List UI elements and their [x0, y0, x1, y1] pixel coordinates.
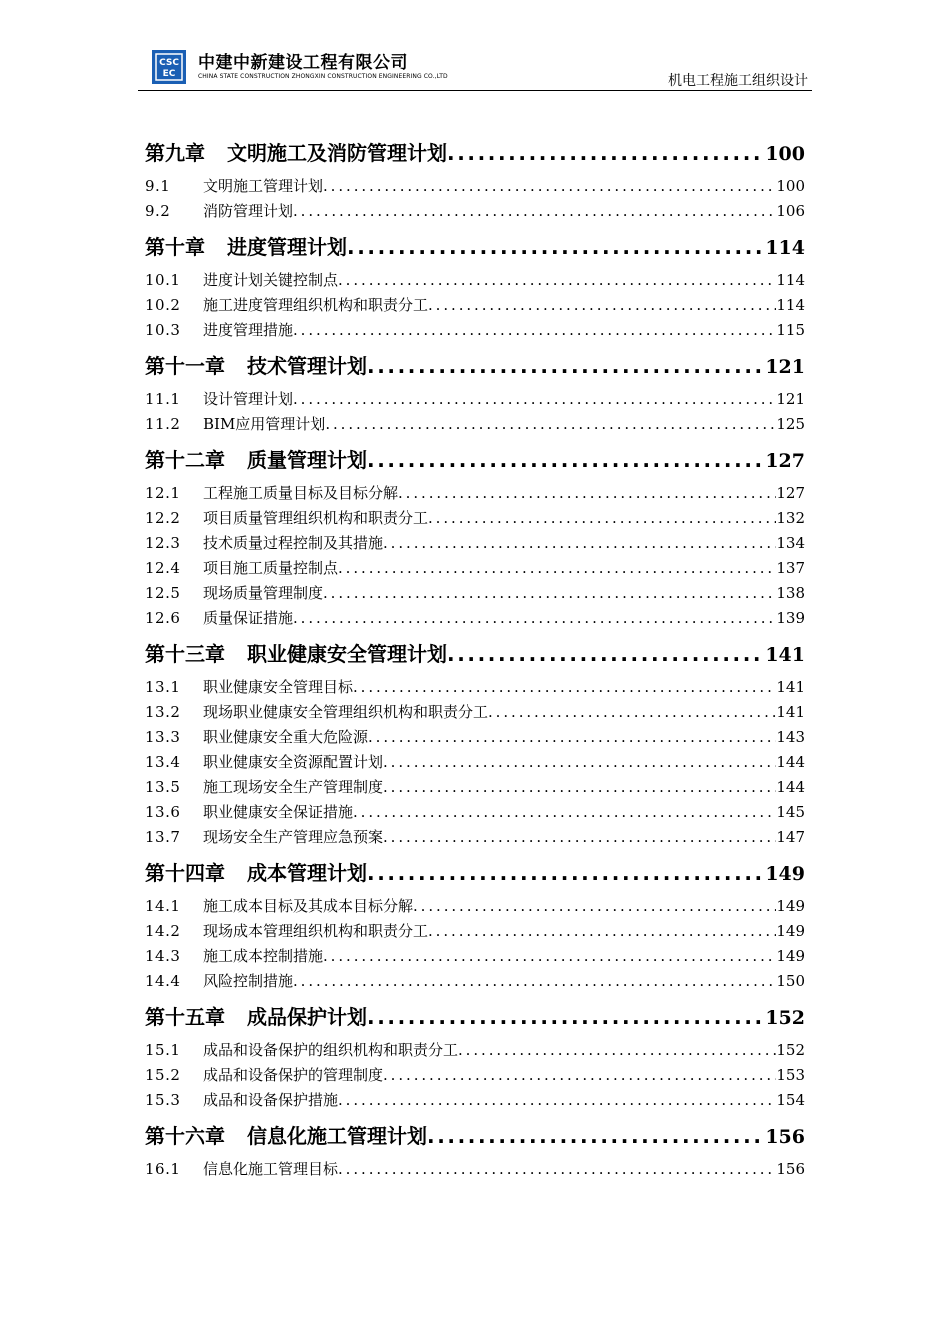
toc-section-entry-leader [323, 944, 776, 969]
toc-chapter-entry-page: 141 [765, 644, 805, 666]
toc-section-entry[interactable] [145, 506, 805, 531]
toc-section-entry-leader [293, 318, 776, 343]
toc-section-entry-title: 消防管理计划 [203, 202, 294, 220]
toc-section-entry-number: 14.1 [145, 897, 181, 915]
toc-section-entry-page: 106 [776, 202, 805, 220]
toc-section-entry-number: 12.3 [145, 534, 181, 552]
toc-chapter-entry[interactable] [145, 1002, 805, 1032]
toc-section-entry-leader [428, 293, 776, 318]
toc-section-entry-leader [383, 750, 776, 775]
toc-section-entry-page: 137 [776, 559, 805, 577]
toc-section-entry-title: 现场职业健康安全管理组织机构和职责分工 [203, 703, 489, 721]
toc-section-entry-page: 149 [776, 947, 805, 965]
toc-section-entry-title: 施工进度管理组织机构和职责分工 [203, 296, 429, 314]
toc-section-entry-leader [458, 1038, 776, 1063]
toc-section-entry-leader [353, 800, 776, 825]
toc-section-entry-page: 144 [776, 753, 805, 771]
toc-chapter-entry-leader [447, 138, 765, 168]
toc-section-entry[interactable] [145, 725, 805, 750]
toc-section-entry-title: 成品和设备保护措施 [203, 1091, 339, 1109]
toc-section-entry-number: 15.1 [145, 1041, 181, 1059]
toc-section-entry-page: 141 [776, 678, 805, 696]
toc-chapter-entry-leader [367, 445, 765, 475]
toc-section-entry-number: 10.1 [145, 271, 181, 289]
toc-section-entry-page: 127 [776, 484, 805, 502]
toc-section-entry-leader [368, 725, 776, 750]
toc-section-entry-title: 设计管理计划 [203, 390, 294, 408]
toc-chapter-entry-title: 职业健康安全管理计划 [247, 642, 447, 666]
toc-section-entry-leader [413, 894, 776, 919]
toc-section-entry-page: 100 [776, 177, 805, 195]
toc-section-entry-page: 114 [776, 271, 805, 289]
toc-chapter-entry-leader [367, 1002, 765, 1032]
toc-section-entry-title: 现场质量管理制度 [203, 584, 324, 602]
toc-section-entry-page: 150 [776, 972, 805, 990]
toc-chapter-entry-leader [367, 351, 765, 381]
toc-section-entry-page: 149 [776, 897, 805, 915]
toc-chapter-entry-page: 114 [765, 237, 805, 259]
toc-section-entry-page: 139 [776, 609, 805, 627]
toc-section-entry[interactable] [145, 1038, 805, 1063]
toc-section-entry-leader [338, 556, 776, 581]
toc-chapter-entry-number: 第十五章 [145, 1005, 225, 1029]
toc-section-entry[interactable] [145, 919, 805, 944]
table-of-contents [145, 138, 805, 1182]
toc-chapter-entry-number: 第十一章 [145, 354, 225, 378]
toc-section-entry-leader [338, 1088, 776, 1113]
toc-section-entry[interactable] [145, 531, 805, 556]
toc-section-entry-title: 现场安全生产管理应急预案 [203, 828, 384, 846]
toc-section-entry-leader [293, 606, 776, 631]
toc-section-entry-leader [383, 825, 776, 850]
toc-section-entry-page: 154 [776, 1091, 805, 1109]
document-title: 机电工程施工组织设计 [668, 73, 808, 89]
toc-section-entry-page: 138 [776, 584, 805, 602]
toc-section-entry-title: 施工现场安全生产管理制度 [203, 778, 384, 796]
toc-section-entry-leader [383, 1063, 776, 1088]
toc-section-entry-leader [383, 775, 776, 800]
toc-section-entry-page: 156 [776, 1160, 805, 1178]
toc-section-entry-leader [338, 268, 776, 293]
toc-section-entry[interactable] [145, 1157, 805, 1182]
toc-section-entry[interactable] [145, 581, 805, 606]
toc-section-entry-title: 成品和设备保护的管理制度 [203, 1066, 384, 1084]
toc-section-entry-leader [325, 412, 776, 437]
toc-chapter-entry-number: 第十三章 [145, 642, 225, 666]
cscec-logo-icon [152, 50, 186, 84]
toc-section-entry-number: 13.2 [145, 703, 181, 721]
toc-section-entry-leader [353, 675, 776, 700]
toc-section-entry-leader [293, 199, 776, 224]
toc-chapter-entry[interactable] [145, 232, 805, 262]
toc-section-entry-title: 技术质量过程控制及其措施 [203, 534, 384, 552]
toc-section-entry-page: 125 [776, 415, 805, 433]
toc-chapter-entry[interactable] [145, 138, 805, 168]
toc-chapter-entry-number: 第十四章 [145, 861, 225, 885]
toc-section-entry-number: 13.4 [145, 753, 181, 771]
toc-section-entry[interactable] [145, 825, 805, 850]
toc-section-entry[interactable] [145, 412, 805, 437]
toc-section-entry-page: 152 [776, 1041, 805, 1059]
toc-section-entry-page: 149 [776, 922, 805, 940]
toc-section-entry-number: 9.1 [145, 177, 171, 195]
toc-section-entry-number: 12.2 [145, 509, 181, 527]
toc-chapter-entry-number: 第九章 [145, 141, 205, 165]
toc-section-entry-number: 12.6 [145, 609, 181, 627]
toc-section-entry-title: 职业健康安全重大危险源 [203, 728, 369, 746]
toc-section-entry-title: 职业健康安全管理目标 [203, 678, 354, 696]
toc-section-entry-number: 13.5 [145, 778, 181, 796]
toc-section-entry-title: 进度计划关键控制点 [203, 271, 339, 289]
toc-chapter-entry-page: 149 [765, 863, 805, 885]
toc-section-entry-page: 141 [776, 703, 805, 721]
toc-section-entry-page: 143 [776, 728, 805, 746]
toc-section-entry-leader [323, 174, 776, 199]
toc-section-entry-leader [383, 531, 776, 556]
toc-section-entry[interactable] [145, 675, 805, 700]
toc-chapter-entry-page: 152 [765, 1007, 805, 1029]
toc-section-entry[interactable] [145, 481, 805, 506]
svg-text:CSC: CSC [159, 58, 179, 68]
toc-section-entry-title: 进度管理措施 [203, 321, 294, 339]
toc-section-entry[interactable] [145, 318, 805, 343]
toc-section-entry-page: 153 [776, 1066, 805, 1084]
toc-section-entry-number: 16.1 [145, 1160, 181, 1178]
toc-chapter-entry[interactable] [145, 445, 805, 475]
toc-section-entry-title: 信息化施工管理目标 [203, 1160, 339, 1178]
toc-section-entry-title: 职业健康安全保证措施 [203, 803, 354, 821]
toc-chapter-entry-title: 进度管理计划 [227, 235, 347, 259]
toc-section-entry-leader [323, 581, 776, 606]
toc-section-entry-number: 15.2 [145, 1066, 181, 1084]
toc-chapter-entry[interactable] [145, 1121, 805, 1151]
toc-chapter-entry[interactable] [145, 858, 805, 888]
svg-text:EC: EC [162, 69, 176, 79]
toc-section-entry-title: 现场成本管理组织机构和职责分工 [203, 922, 429, 940]
toc-section-entry-page: 114 [776, 296, 805, 314]
toc-chapter-entry-leader [347, 232, 765, 262]
toc-section-entry-title: BIM应用管理计划 [203, 415, 326, 433]
toc-section-entry-title: 施工成本控制措施 [203, 947, 324, 965]
toc-section-entry-title: 成品和设备保护的组织机构和职责分工 [203, 1041, 459, 1059]
toc-chapter-entry-title: 信息化施工管理计划 [247, 1124, 427, 1148]
toc-section-entry[interactable] [145, 1063, 805, 1088]
toc-chapter-entry-number: 第十六章 [145, 1124, 225, 1148]
toc-section-entry-page: 115 [776, 321, 805, 339]
toc-section-entry-number: 13.1 [145, 678, 181, 696]
toc-section-entry-leader [488, 700, 776, 725]
toc-section-entry-number: 15.3 [145, 1091, 181, 1109]
toc-chapter-entry-leader [367, 858, 765, 888]
toc-chapter-entry-title: 技术管理计划 [247, 354, 367, 378]
toc-section-entry-number: 13.3 [145, 728, 181, 746]
toc-section-entry-leader [293, 387, 776, 412]
toc-section-entry[interactable] [145, 944, 805, 969]
toc-section-entry-title: 项目质量管理组织机构和职责分工 [203, 509, 429, 527]
toc-chapter-entry[interactable] [145, 639, 805, 669]
toc-section-entry[interactable] [145, 800, 805, 825]
toc-chapter-entry-title: 成品保护计划 [247, 1005, 367, 1029]
toc-section-entry[interactable] [145, 556, 805, 581]
toc-chapter-entry-page: 121 [765, 356, 805, 378]
toc-chapter-entry-page: 100 [765, 143, 805, 165]
toc-section-entry-leader [428, 506, 776, 531]
toc-section-entry-number: 14.3 [145, 947, 181, 965]
toc-section-entry-page: 147 [776, 828, 805, 846]
toc-chapter-entry-page: 127 [765, 450, 805, 472]
toc-section-entry-title: 施工成本目标及其成本目标分解 [203, 897, 414, 915]
toc-section-entry-leader [428, 919, 776, 944]
toc-section-entry-title: 文明施工管理计划 [203, 177, 324, 195]
toc-section-entry-page: 134 [776, 534, 805, 552]
toc-chapter-entry-leader [427, 1121, 765, 1151]
toc-section-entry-number: 12.5 [145, 584, 181, 602]
company-name-cn: 中建中新建设工程有限公司 [198, 53, 408, 73]
toc-section-entry[interactable] [145, 174, 805, 199]
toc-section-entry-number: 13.6 [145, 803, 181, 821]
toc-section-entry-number: 11.1 [145, 390, 181, 408]
toc-section-entry-title: 项目施工质量控制点 [203, 559, 339, 577]
toc-chapter-entry-title: 成本管理计划 [247, 861, 367, 885]
toc-section-entry[interactable] [145, 750, 805, 775]
toc-section-entry-number: 12.1 [145, 484, 181, 502]
toc-section-entry[interactable] [145, 293, 805, 318]
toc-section-entry-number: 14.4 [145, 972, 181, 990]
toc-chapter-entry-leader [447, 639, 765, 669]
toc-section-entry-number: 13.7 [145, 828, 181, 846]
toc-section-entry[interactable] [145, 606, 805, 631]
page-header [138, 44, 812, 91]
toc-section-entry-number: 10.2 [145, 296, 181, 314]
toc-chapter-entry-title: 文明施工及消防管理计划 [227, 141, 447, 165]
toc-section-entry-title: 职业健康安全资源配置计划 [203, 753, 384, 771]
toc-section-entry[interactable] [145, 894, 805, 919]
toc-chapter-entry-title: 质量管理计划 [247, 448, 367, 472]
toc-chapter-entry-number: 第十章 [145, 235, 205, 259]
toc-section-entry[interactable] [145, 1088, 805, 1113]
toc-section-entry-title: 风险控制措施 [203, 972, 294, 990]
toc-section-entry-number: 11.2 [145, 415, 181, 433]
toc-section-entry-title: 工程施工质量目标及目标分解 [203, 484, 399, 502]
toc-section-entry-number: 12.4 [145, 559, 181, 577]
toc-section-entry-page: 145 [776, 803, 805, 821]
toc-chapter-entry-number: 第十二章 [145, 448, 225, 472]
toc-section-entry-leader [338, 1157, 776, 1182]
toc-section-entry-leader [293, 969, 776, 994]
toc-section-entry[interactable] [145, 969, 805, 994]
toc-section-entry[interactable] [145, 387, 805, 412]
company-name-en: CHINA STATE CONSTRUCTION ZHONGXIN CONSTRUCTION ENGINEERING CO.,LTD [198, 73, 448, 80]
toc-section-entry[interactable] [145, 268, 805, 293]
toc-section-entry-number: 10.3 [145, 321, 181, 339]
toc-chapter-entry-page: 156 [765, 1126, 805, 1148]
toc-section-entry[interactable] [145, 775, 805, 800]
toc-section-entry[interactable] [145, 199, 805, 224]
toc-chapter-entry[interactable] [145, 351, 805, 381]
toc-section-entry-number: 14.2 [145, 922, 181, 940]
toc-section-entry-page: 121 [776, 390, 805, 408]
toc-section-entry-leader [398, 481, 776, 506]
toc-section-entry-title: 质量保证措施 [203, 609, 294, 627]
toc-section-entry[interactable] [145, 700, 805, 725]
toc-section-entry-number: 9.2 [145, 202, 171, 220]
toc-section-entry-page: 144 [776, 778, 805, 796]
toc-section-entry-page: 132 [776, 509, 805, 527]
